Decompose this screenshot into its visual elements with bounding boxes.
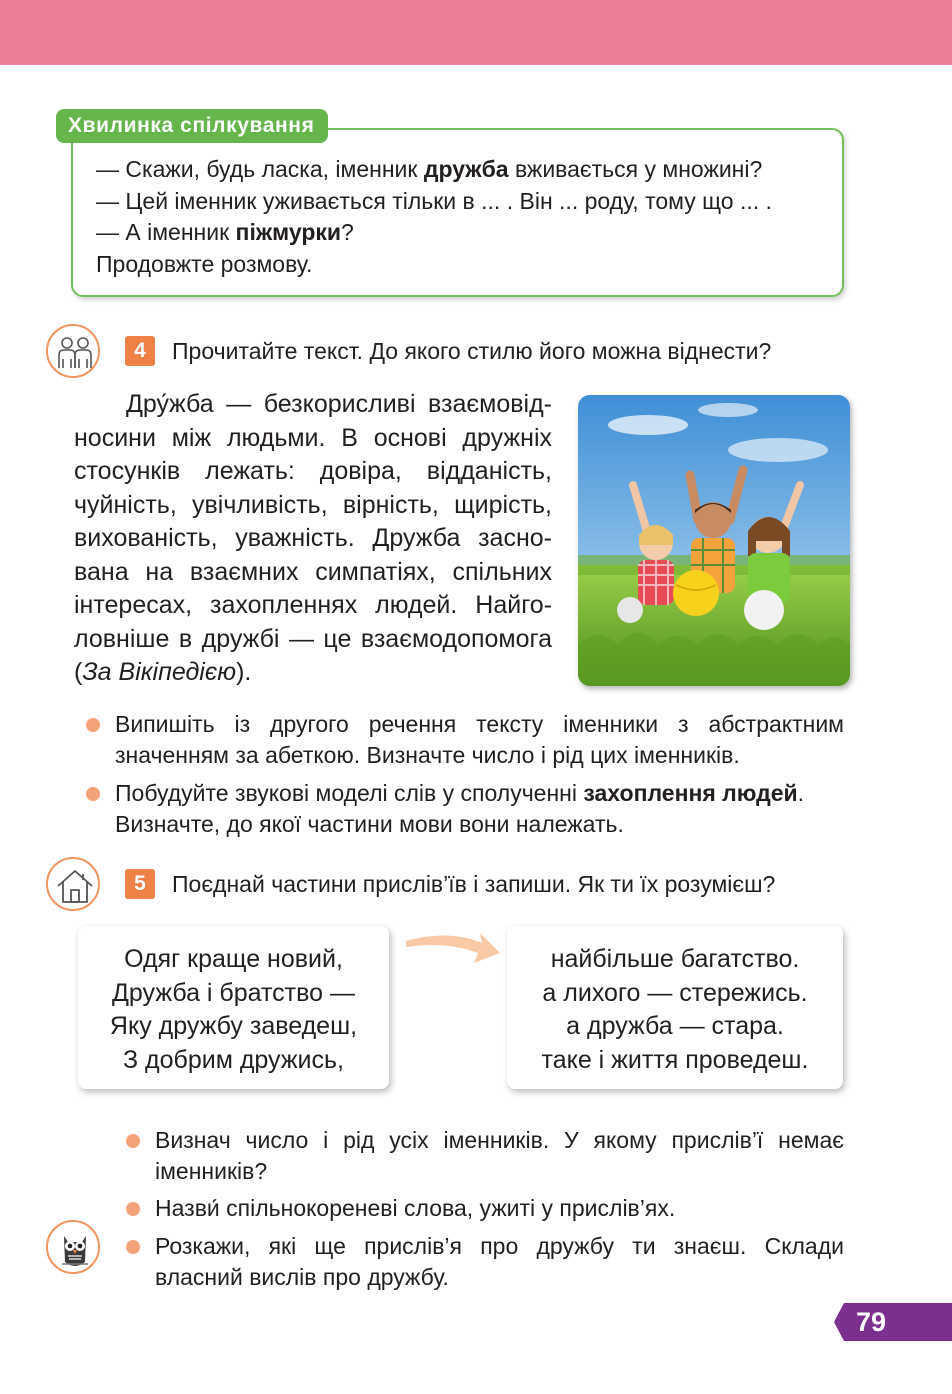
- text-line: стосунків лежать: довіра, відданість,: [74, 457, 552, 485]
- home-icon: [46, 857, 100, 911]
- task-4-title: Прочитайте текст. До якого стилю його можна віднести?: [172, 338, 772, 364]
- text-line: ловніше в дружбі — це взаємодопомога: [74, 624, 552, 653]
- task4-bullet-2: Побудуйте звукові моделі слів у сполученні захоплення людей. Визначте, до якої частини мови вони належать.: [115, 780, 805, 837]
- task5-bullet-1: Визнач число і рід усіх іменників. У якому прислів’ї немає іменників?: [155, 1127, 844, 1184]
- proverb-beginning: Дружба і братство —: [112, 978, 355, 1007]
- proverb-ending: а дружба — стара.: [566, 1012, 784, 1040]
- task-5-title: Поєднай частини прислів’їв і запиши. Як ти їх розумієш?: [172, 871, 776, 897]
- dialog-tag: Хвилинка спілкування: [56, 109, 328, 143]
- dialog-line-4: Продовжте розмову.: [96, 251, 313, 277]
- reading-text: [74, 388, 552, 690]
- bullet-dot: [126, 1202, 140, 1216]
- task-number-5: 5: [125, 869, 155, 899]
- pair-work-icon: [46, 324, 100, 378]
- bullet-dot: [86, 787, 100, 801]
- task5-bullet-3: Розкажи, які ще прислів’я про дружбу ти знаєш. Склади власний вислів про дружбу.: [155, 1233, 844, 1290]
- text-source-line: (За Вікіпедією).: [74, 658, 252, 686]
- text-line: носини між людьми. В основі дружніх: [74, 423, 552, 452]
- arrow-icon: [404, 929, 504, 969]
- dialog-line-3: — А іменник піжмурки?: [96, 219, 354, 245]
- task4-bullet-1: Випишіть із другого речення тексту іменники з абстрактним значенням за абеткою. Визначте число і рід цих іменників.: [115, 711, 844, 768]
- proverb-ending: таке і життя проведеш.: [541, 1045, 809, 1074]
- task-number-4: 4: [125, 336, 155, 366]
- proverb-beginnings-card: [78, 926, 389, 1089]
- text-line: вихованість, уважність. Дружба засно-: [74, 524, 552, 552]
- page-number-tab: [834, 1303, 952, 1341]
- dialog-line-2: — Цей іменник уживається тільки в ... . Він ... роду, тому що ... .: [96, 188, 772, 214]
- top-header-band: [0, 0, 952, 65]
- proverb-beginning: Одяг краще новий,: [124, 945, 343, 973]
- proverb-ending: найбільше багатство.: [550, 945, 800, 973]
- bullet-dot: [126, 1134, 140, 1148]
- task5-bullet-2: Назви́ спільнокореневі слова, ужиті у прислів’ях.: [155, 1195, 676, 1221]
- bullet-dot: [86, 718, 100, 732]
- bullet-dot: [126, 1240, 140, 1254]
- text-line: інтересах, захопленнях людей. Найго-: [74, 591, 552, 619]
- proverb-endings-card: [507, 926, 843, 1089]
- text-line: чуйність, увічливість, вірність, щирість,: [74, 490, 552, 519]
- text-line: вана на взаємних симпатіях, спільних: [74, 557, 552, 586]
- text-source: За Вікіпедією: [82, 658, 237, 686]
- proverb-beginning: Яку дружбу заведеш,: [109, 1012, 358, 1040]
- dialog-line-1: — Скажи, будь ласка, іменник дружба вживається у множині?: [96, 156, 763, 182]
- proverb-beginning: З добрим дружись,: [122, 1045, 344, 1074]
- proverb-ending: а лихого — стережись.: [542, 978, 808, 1007]
- owl-icon: [46, 1220, 100, 1274]
- children-with-balls-photo: [578, 395, 850, 686]
- page-number: 79: [855, 1307, 887, 1337]
- text-line: Дру́жба — безкорисливі взаємовід-: [126, 390, 552, 418]
